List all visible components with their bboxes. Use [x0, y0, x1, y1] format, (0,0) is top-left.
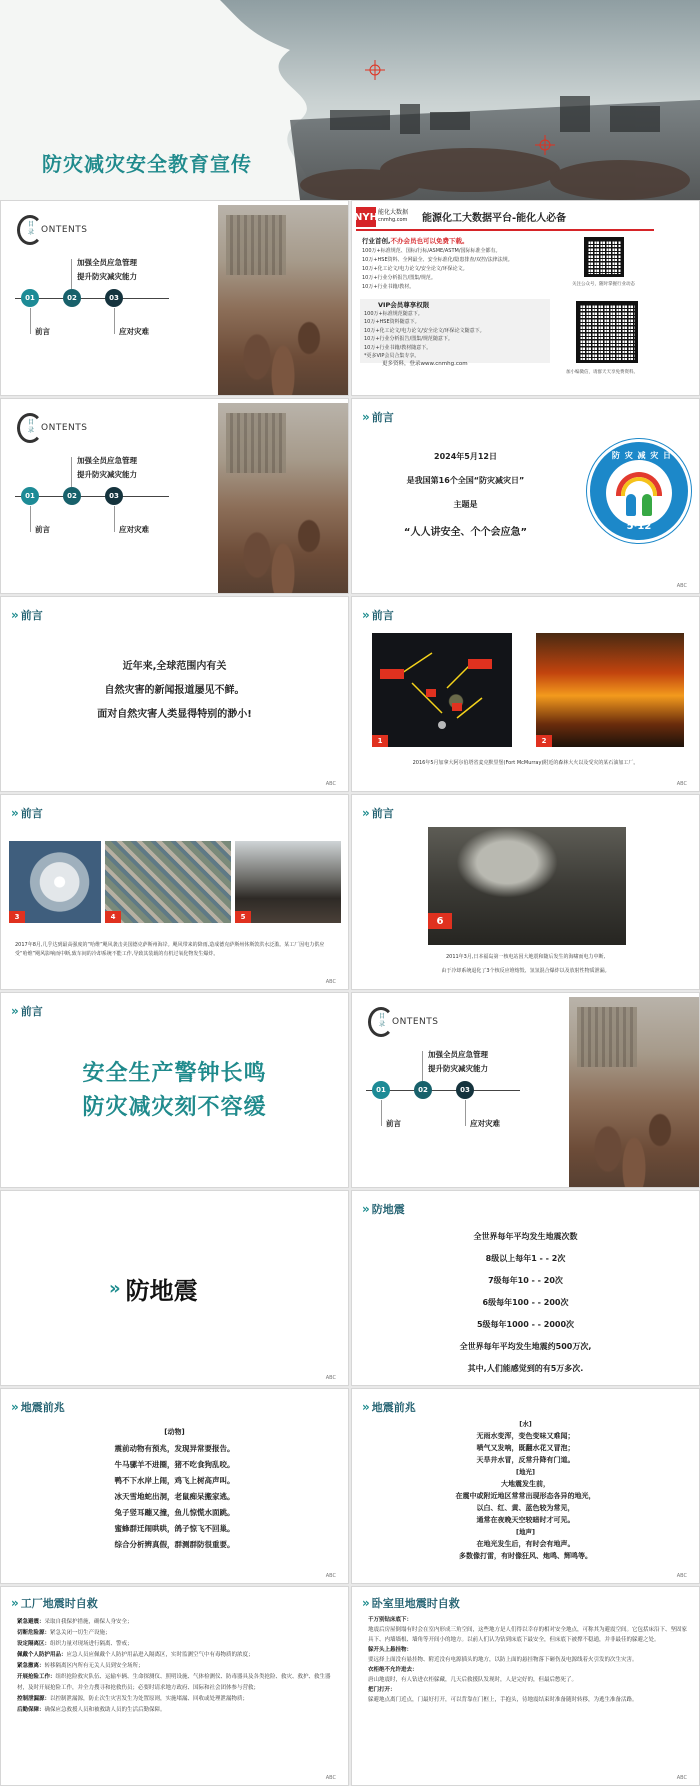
- contents-heading: 目录 ONTENTS: [17, 215, 87, 245]
- feature-item: 10万+化工论文/电力论文/安全论文/环保论文。: [362, 266, 468, 272]
- bedroom-steps: 千万别钻床底下： 地震后房屋倒塌有时会在室内形成三角空间，这些地方是人们得以幸存的相对安全地点，可称其为避震空间。它包括床沿下、坚固家具下、内墙墙根、墙角等开间小的地方。以前人们认为钻到床底下最安全，但床底下被撑不稳通，并非最佳的躲避之处。 躲开头上悬挂物： 要远择上面没有悬挂物、附近没有电源插头的地方，以防上面的悬挂物落下砸伤及电源线着火引发的次生灾害。 衣柜绝不允许进去： 唐山地震时，有人钻进衣柜躲藏，几天后救援队发现时，人是完好的，但最后憋死了。 把门打开： 躲避地点离门近点，门最好打开，可以背靠在门框上，手抱头，待地震结束时准备随时转移，为逃生准备活路。: [368, 1617, 688, 1703]
- contents-item-3-label: 应对灾难: [119, 327, 149, 336]
- double-chevron-icon: »: [11, 608, 16, 622]
- disaster-day-logo: 防 灾 减 灾 日 5·12: [587, 439, 691, 543]
- cover-slide: [0, 0, 700, 200]
- double-chevron-icon: »: [362, 410, 367, 424]
- quake-signs-animals-slide: » 地震前兆 [动物] 震前动物有预兆，发现异常要报告。 牛马骡羊不进圈，猪不吃食狗乱咬。 鸭不下水岸上闹，鸡飞上树高声叫。 冰天雪地蛇出洞，老鼠痴呆搬家逃。 兔子竖耳蹦又撞，鱼儿惊慌水面跳。 蜜蜂群迁闹哄哄，鸽子惊飞不回巢。 综合分析辨真假，群测群防很重要。 ABC: [0, 1388, 349, 1584]
- forest-fire-photo: [536, 633, 684, 747]
- contents-dot-03: 03: [456, 1081, 474, 1099]
- section-title: » 前言: [11, 608, 43, 622]
- photo-caption: 由于冷却系统退化了3个核反应堆熔毁、氢氢混合爆炸以及放射性物质泄漏。: [441, 968, 610, 974]
- contents-item-2-label2: 提升防灾减灾能力: [77, 470, 137, 479]
- photo-tag: 3: [9, 911, 25, 923]
- contents-heading: 目录 ONTENTS: [17, 413, 87, 443]
- contents-c-icon: 目录: [17, 215, 43, 245]
- double-chevron-icon: »: [11, 1400, 16, 1414]
- feature-item: 10万+行业分析报告/图集/规范。: [362, 275, 436, 281]
- contents-item-3-label: 应对灾难: [470, 1119, 500, 1128]
- double-chevron-icon: »: [362, 608, 367, 622]
- double-chevron-icon: »: [362, 1400, 367, 1414]
- rubble-photo: [218, 205, 348, 395]
- intro-slide-fukushima: [351, 794, 700, 990]
- intro-slide-disaster-day: » 前言 2024年5月12日 是我国第16个全国“防灾减灾日” 主题是 “人人讲安全、个个会应急” 防 灾 减 灾 日 5·12 ABC: [351, 398, 700, 594]
- bedroom-self-rescue-slide: » 卧室里地震时自救 千万别钻床底下： 地震后房屋倒塌有时会在室内形成三角空间，这些地方是人们得以幸存的相对安全地点，可称其为避震空间。它包括床沿下、坚固家具下、内墙墙根、墙角等开间小的地方。以前人们认为钻到床底下最安全，但床底下被撑不稳通，并非最佳的躲避之处。 躲开头上悬挂物： 要远择上面没有悬挂物、附近没有电源插头的地方，以防上面的悬挂物落下砸伤及电源线着火引发的次生灾害。 衣柜绝不允许进去： 唐山地震时，有人钻进衣柜躲藏，几天后救援队发现时，人是完好的，但最后憋死了。 把门打开： 躲避地点离门近点，门最好打开，可以背靠在门框上，手抱头，待地震结束时准备随时转移，为逃生准备活路。 ABC: [351, 1586, 700, 1786]
- section-title: » 前言: [362, 806, 394, 820]
- contents-dot-01: 01: [21, 487, 39, 505]
- wechat-account-qr-code[interactable]: [584, 237, 624, 277]
- slogan-line-2: 防灾减灾刻不容缓: [82, 1095, 267, 1120]
- contents-c-icon: 目录: [17, 413, 43, 443]
- contents-dot-03: 03: [105, 487, 123, 505]
- contents-dot-02: 02: [63, 289, 81, 307]
- double-chevron-icon: »: [109, 1278, 118, 1299]
- factory-self-rescue-slide: » 工厂地震时自救 紧急避震：采取自我保护措施，确保人身安全； 切断危险源：紧急关闭一切生产设施； 设定隔离区：组织力量对现场进行隔离、警戒； 佩戴个人防护用品：应急人员应佩戴个人防护用品进入隔离区，实时监测空气中有毒物质的浓度； 紧急撤离：转移隔离区内所有无关人员到安全场所； 开展抢险工作：组织抢险救灾队伍、运输车辆、生命探测仪、照明设施、气体检测仪、防毒器具及各类抢险、救灾、救护、救生器材，及时开展抢险工作，并全力搜寻和抢救伤员；必要时请求地方政府、国际和社会团体参与营救； 控制泄漏源：以控制泄漏源，防止次生灾害发生为处置原则，实施堵漏、回收或处理泄漏物质； 后勤保障：确保应急救援人员和被救助人员的生活后勤保障。 ABC: [0, 1586, 349, 1786]
- contents-slide-3: [351, 992, 700, 1188]
- section-title: » 卧室里地震时自救: [362, 1596, 460, 1610]
- quake-signs-water-light-slide: » 地震前兆 [水] 无雨水变浑，变色变味又难闻； 喷气又发响，既翻水花又冒泡； 天旱井水冒，反常升降有门道。 [地光] 大地震发生前， 在震中或附近地区常常出现形态各异的地光， 以白、红、黄、蓝色较为常见， 通常在夜晚天空较暗时才可见。 [地声] 在地光发生后，有时会有地声。 多数像打雷，有时像狂风、炮鸣、辉鸣等。 ABC: [351, 1388, 700, 1584]
- rubble-photo: [218, 403, 348, 593]
- section-title: » 地震前兆: [362, 1400, 416, 1414]
- photo-tag: 2: [536, 735, 552, 747]
- person-figure-icon: [642, 494, 652, 516]
- feature-item: 10万+HSE资料、全网最全、安全标准化/隐患排查/双控/法律法规。: [362, 257, 513, 263]
- slogan-line-1: 安全生产警钟长鸣: [82, 1061, 267, 1086]
- contents-item-3-label: 应对灾难: [119, 525, 149, 534]
- contents-item-2-label2: 提升防灾减灾能力: [77, 272, 137, 281]
- section-title: » 前言: [362, 410, 394, 424]
- contents-dot-02: 02: [414, 1081, 432, 1099]
- contents-item-2-label2: 提升防灾减灾能力: [428, 1064, 488, 1073]
- section-title: » 前言: [362, 608, 394, 622]
- contents-c-icon: 目录: [368, 1007, 394, 1037]
- rubble-photo: [569, 997, 699, 1187]
- section-title: » 防地震: [362, 1202, 405, 1216]
- section-title: » 工厂地震时自救: [11, 1596, 98, 1610]
- double-chevron-icon: »: [362, 1596, 367, 1610]
- double-chevron-icon: »: [11, 806, 16, 820]
- intro-slide-slogan: [0, 992, 349, 1188]
- contents-item-1-label: 前言: [386, 1119, 401, 1128]
- nuclear-plant-photo: [428, 827, 626, 945]
- qr1-caption: 关注公众号，随时掌握行业动态: [572, 282, 635, 287]
- contents-slide-1: [0, 200, 349, 396]
- photo-tag: 6: [428, 913, 452, 929]
- contents-dot-01: 01: [372, 1081, 390, 1099]
- intro-slide-wildfire: » 前言 1 2 2016年5月加拿大阿尔伯塔省麦克默里堡(Fort McMurray)附近的森林大火以及受灾的某石油加工厂。 ABC: [351, 596, 700, 792]
- contents-dot-02: 02: [63, 487, 81, 505]
- platform-logo: NYH 能化大数据 cnmhg.com: [356, 207, 418, 227]
- intro-slide-hurricane: » 前言 3 4 5 2017年8月,几乎达到最高强度的“哈维”飓风袭击美国德克萨斯州海岸。飓风带来的降雨,造成德克萨斯州休斯敦洪水泛滥。某工厂因电力供应受“哈维”飓风影响而中断,致车间的冷却系统不能工作,导致其装载的有机过氧化物发生爆炸。 ABC: [0, 794, 349, 990]
- feature-item: 100万+标准规范、国标/行标/ASME/ASTM/国际标准全都有。: [362, 248, 501, 254]
- contents-item-2-label: 加强全员应急管理: [77, 258, 137, 267]
- photo-tag: 5: [235, 911, 251, 923]
- person-figure-icon: [626, 494, 636, 516]
- photo-tag: 4: [105, 911, 121, 923]
- contents-item-1-label: 前言: [35, 327, 50, 336]
- website-link[interactable]: 更多资料，登录www.cnmhg.com: [382, 361, 468, 367]
- photo-caption: 2017年8月,几乎达到最高强度的“哈维”飓风袭击美国德克萨斯州海岸。飓风带来的降雨,造成德克萨斯州休斯敦洪水泛滥。某工厂因电力供应受“哈维”飓风影响而中断,致车间的冷却系统不能工作,导致其装载的有机过氧化物发生爆炸。: [15, 942, 325, 957]
- cover-title: 防灾减灾安全教育宣传: [42, 152, 252, 176]
- plant-fire-photo: [235, 841, 341, 923]
- vip-box: VIP会员尊享权限 100万+标准规范随意下。 10万+HSE资料随意下。 10万+化工论文/电力论文/安全论文/环保论文随意下。 10万+行业分析报告/图集/规范随意下。 10万+行业书籍/教材随意下。 *更多VIP会员合集专享。: [360, 299, 550, 363]
- hurricane-satellite-photo: [9, 841, 101, 923]
- contents-dot-03: 03: [105, 289, 123, 307]
- flood-aerial-photo: [105, 841, 231, 923]
- platform-title: 能源化工大数据平台-能化人必备: [422, 213, 567, 224]
- contents-heading: 目录 ONTENTS: [368, 1007, 438, 1037]
- contents-item-1-label: 前言: [35, 525, 50, 534]
- section-title: » 地震前兆: [11, 1400, 65, 1414]
- satellite-fire-photo: [372, 633, 512, 747]
- photo-caption: 2011年3月,日本福岛第一核电站因大地震和随后发生的海啸而电力中断,: [445, 954, 606, 960]
- section-title: » 前言: [11, 1004, 43, 1018]
- contents-item-2-label: 加强全员应急管理: [428, 1050, 488, 1059]
- contents-item-2-label: 加强全员应急管理: [77, 456, 137, 465]
- quake-section-title-slide: » 防地震 ABC: [0, 1190, 349, 1386]
- quake-section-title: 防地震: [125, 1277, 198, 1305]
- photo-caption: 2016年5月加拿大阿尔伯塔省麦克默里堡(Fort McMurray)附近的森林大火以及受灾的某石油加工厂。: [412, 760, 639, 766]
- double-chevron-icon: »: [11, 1004, 16, 1018]
- section-title: » 前言: [11, 806, 43, 820]
- contents-slide-2: [0, 398, 349, 594]
- contents-dot-01: 01: [21, 289, 39, 307]
- quake-stats-slide: » 防地震 全世界每年平均发生地震次数 8级以上每年1 - - 2次 7级每年10 - - 20次 6级每年100 - - 200次 5级每年1000 - - 2000次 全世界每年平均发生地震约500万次, 其中,人们能感觉到的有5万多次.: [351, 1190, 700, 1386]
- intro-slide-news: » 前言 近年来,全球范围内有关 自然灾害的新闻报道屡见不鲜。 面对自然灾害人类显得特别的渺小! ABC: [0, 596, 349, 792]
- platform-ad-slide: [351, 200, 700, 396]
- photo-tag: 1: [372, 735, 388, 747]
- feature-item: 10万+行业书籍/教材。: [362, 284, 415, 290]
- factory-steps: 紧急避震：采取自我保护措施，确保人身安全； 切断危险源：紧急关闭一切生产设施； 设定隔离区：组织力量对现场进行隔离、警戒； 佩戴个人防护用品：应急人员应佩戴个人防护用品进入隔离区，实时监测空气中有毒物质的浓度； 紧急撤离：转移隔离区内所有无关人员到安全场所； 开展抢险工作：组织抢险救灾队伍、运输车辆、生命探测仪、照明设施、气体检测仪、防毒器具及各类抢险、救灾、救护、救生器材，及时开展抢险工作，并全力搜寻和抢救伤员；必要时请求地方政府、国际和社会团体参与营救； 控制泄漏源：以控制泄漏源，防止次生灾害发生为处置原则，实施堵漏、回收或处理泄漏物质； 后勤保障：确保应急救援人员和被救助人员的生活后勤保障。: [17, 1619, 331, 1713]
- editor-wechat-qr-code[interactable]: [576, 301, 638, 363]
- qr2-caption: 加小编微信，请群天天享免费资料。: [566, 370, 638, 375]
- double-chevron-icon: »: [11, 1596, 16, 1610]
- double-chevron-icon: »: [362, 1202, 367, 1216]
- double-chevron-icon: »: [362, 806, 367, 820]
- platform-feature-list: 行业首创,不办会员也可以免费下载。 100万+标准规范、国标/行标/ASME/ASTM/国际标准全都有。 10万+HSE资料、全网最全、安全标准化/隐患排查/双控/法律法规。 10万+化工论文/电力论文/安全论文/环保论文。 10万+行业分析报告/图集/规范。 10万+行业书籍/教材。: [362, 235, 550, 292]
